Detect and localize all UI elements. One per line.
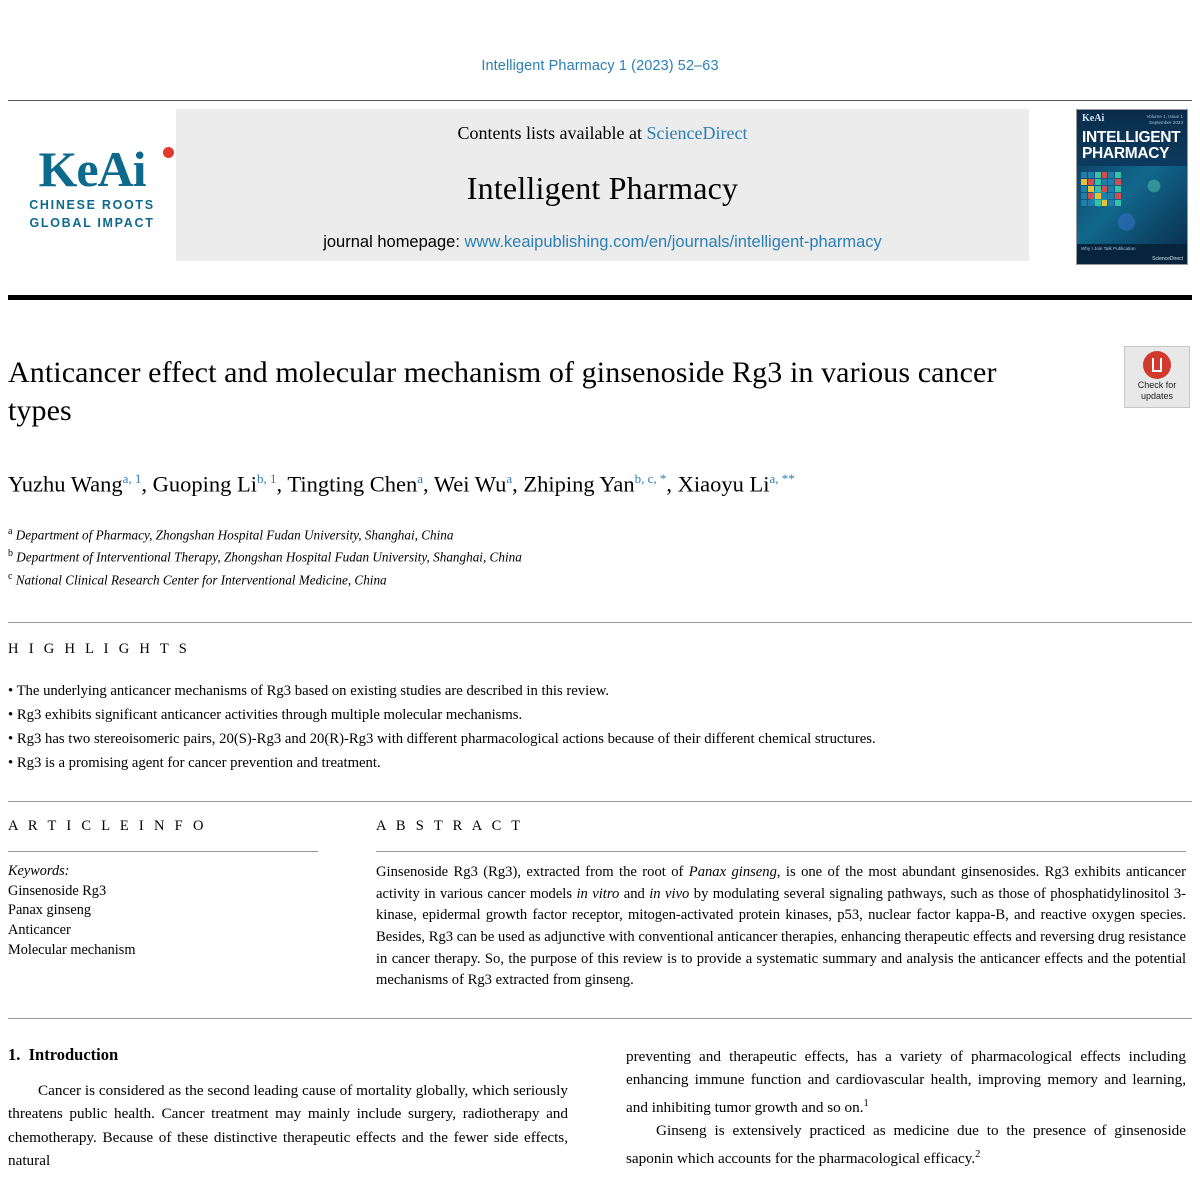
cover-brand: KeAi <box>1082 113 1105 124</box>
crossmark-label-2: updates <box>1140 391 1174 401</box>
journal-title: Intelligent Pharmacy <box>466 170 739 206</box>
homepage-label: journal homepage: <box>323 233 465 251</box>
keyword-item: Ginsenoside Rg3 <box>8 882 107 899</box>
author-marks: b, c, * <box>634 471 667 486</box>
body-top-rule <box>8 1018 1192 1019</box>
publisher-logo <box>12 143 172 231</box>
journal-homepage-line <box>176 233 1029 252</box>
affiliation-item <box>8 567 1192 590</box>
author-name[interactable]: Guoping Li <box>152 471 258 497</box>
keyword-item: Molecular mechanism <box>8 941 136 958</box>
section-number: 1. <box>8 1044 21 1064</box>
section-title: Introduction <box>28 1044 119 1064</box>
cover-title <box>1082 130 1180 162</box>
publisher-logo-wordmark: KeAi <box>38 141 146 197</box>
contents-prefix: Contents lists available at <box>457 123 647 143</box>
cover-artwork-grid <box>1081 172 1121 206</box>
cover-title-line-2: PHARMACY <box>1082 145 1170 162</box>
keywords-heading: Keywords: <box>8 863 70 880</box>
running-head: Intelligent Pharmacy 1 (2023) 52–63 <box>481 58 719 74</box>
body-paragraph: preventing and therapeutic effects, has a variety of pharmacological effects including enhancing immune function and cardiovascular health, improving memory and learning, and inhibiting tumor growth and so on.$^1$ <box>626 1047 1186 1116</box>
cover-issue-date: September 2023 <box>1149 120 1183 125</box>
affiliation-mark: c <box>8 571 13 583</box>
author-marks: b, 1 <box>257 471 277 486</box>
cover-issue-meta <box>1146 114 1183 126</box>
highlight-item: • Rg3 is a promising agent for cancer prevention and treatment. <box>8 755 381 772</box>
journal-cover-thumbnail <box>1076 109 1188 265</box>
abstract-column <box>376 818 1186 992</box>
highlights-list <box>8 680 1192 775</box>
abstract-heading: A B S T R A C T <box>376 818 524 835</box>
affiliation-item <box>8 522 1192 545</box>
masthead-bottom-rule <box>8 295 1192 300</box>
publisher-logo-tagline-2: GLOBAL IMPACT <box>29 216 155 230</box>
affiliation-text: Department of Interventional Therapy, Zhongshan Hospital Fudan University, Shanghai, China <box>16 549 522 565</box>
author-marks: a <box>417 471 423 486</box>
body-column-left <box>8 1045 568 1173</box>
author-marks: a, 1 <box>122 471 142 486</box>
highlight-text: The underlying anticancer mechanisms of Rg3 based on existing studies are described in this review. <box>16 683 610 700</box>
highlight-item: • Rg3 has two stereoisomeric pairs, 20(S)-Rg3 and 20(R)-Rg3 with different pharmacological actions because of their different chemical structures. <box>8 731 876 748</box>
abstract-text: Ginsenoside Rg3 (Rg3), extracted from the root of Panax ginseng, is one of the most abundant ginsenosides. Rg3 exhibits anticancer activity in various cancer models in vitro and in vivo by modulating several signaling pathways, such as those of phosphatidylinositol 3-kinase, epidermal growth factor receptor, mitogen-activated protein kinases, p53, nuclear factor kappa-B, and reactive oxygen species. Besides, Rg3 can be used as adjunctive with conventional anticancer therapies, enhancing therapeutic effects and reversing drug resistance in cancer therapy. So, the purpose of this review is to provide a systematic summary and analysis the anticancer effects and the potential mechanisms of Rg3 extracted from ginseng. <box>376 864 1187 989</box>
affiliation-list <box>8 522 1192 591</box>
author-name[interactable]: Yuzhu Wang <box>8 471 123 497</box>
cover-artwork <box>1077 166 1187 246</box>
affiliation-text: Department of Pharmacy, Zhongshan Hospital Fudan University, Shanghai, China <box>15 526 454 542</box>
abstract-top-rule <box>8 801 1192 802</box>
publisher-logo-dot <box>163 147 174 158</box>
author-name[interactable]: Xiaoyu Li <box>677 471 770 497</box>
article-info-column <box>8 818 318 992</box>
author-name[interactable]: Wei Wu <box>433 471 507 497</box>
article-info-heading: A R T I C L E I N F O <box>8 818 207 835</box>
author-name[interactable]: Zhiping Yan <box>523 471 635 497</box>
highlight-item: • The underlying anticancer mechanisms of Rg3 based on existing studies are described in this review. <box>8 683 610 700</box>
author-marks: a <box>506 471 513 486</box>
contents-line <box>176 109 1029 144</box>
author-name[interactable]: Tingting Chen <box>287 471 418 497</box>
highlight-text: Rg3 has two stereoisomeric pairs, 20(S)-Rg3 and 20(R)-Rg3 with different pharmacological actions because of their different chemical structures. <box>16 731 876 748</box>
highlight-text: Rg3 is a promising agent for cancer prevention and treatment. <box>16 755 381 772</box>
article-info-divider <box>8 851 318 852</box>
cover-footer-right: ScienceDirect <box>1152 256 1183 262</box>
crossmark-badge[interactable] <box>1124 346 1190 408</box>
body-paragraph: Cancer is considered as the second leading cause of mortality globally, which seriously threatens public health. Cancer treatment may mainly include surgery, radiotherapy and chemotherapy. Because of these distinctive therapeutic effects and the fewer side effects, natural <box>8 1081 568 1170</box>
body-columns <box>8 1045 1192 1173</box>
info-abstract-row <box>8 818 1192 992</box>
publisher-logo-tagline-1: CHINESE ROOTS <box>29 198 155 212</box>
cover-issue-volume: Volume 1, Issue 1 <box>1146 114 1183 119</box>
cover-footer <box>1077 244 1187 264</box>
page-title: Anticancer effect and molecular mechanism of ginsenoside Rg3 in various cancer types <box>8 356 997 427</box>
highlight-text: Rg3 exhibits significant anticancer activities through multiple molecular mechanisms. <box>16 707 523 724</box>
section-heading <box>8 1045 568 1065</box>
journal-info-box <box>176 109 1029 261</box>
affiliation-mark: b <box>8 548 13 560</box>
body-paragraph: Ginseng is extensively practiced as medicine due to the presence of ginsenoside saponin which accounts for the pharmacological efficacy.$^2$ <box>626 1122 1186 1167</box>
crossmark-icon <box>1143 351 1171 379</box>
affiliation-text: National Clinical Research Center for Interventional Medicine, China <box>15 572 387 588</box>
journal-homepage-link[interactable]: www.keaipublishing.com/en/journals/intelligent-pharmacy <box>464 233 882 251</box>
crossmark-label-1: Check for <box>1137 380 1177 390</box>
keyword-item: Panax ginseng <box>8 902 91 919</box>
cover-title-line-1: INTELLIGENT <box>1082 129 1181 146</box>
cover-footer-left: Why I Join Talk Publication <box>1081 246 1136 251</box>
sciencedirect-link[interactable]: ScienceDirect <box>646 123 748 143</box>
highlight-item: • Rg3 exhibits significant anticancer activities through multiple molecular mechanisms. <box>8 707 523 724</box>
keyword-item: Anticancer <box>8 921 71 938</box>
affiliation-mark: a <box>8 525 13 537</box>
abstract-divider <box>376 851 1186 852</box>
body-column-right <box>626 1045 1186 1173</box>
affiliation-item <box>8 544 1192 567</box>
author-marks: a, ** <box>769 471 795 486</box>
journal-masthead <box>8 100 1192 279</box>
title-block <box>8 354 1192 430</box>
highlights-heading: H I G H L I G H T S <box>8 641 191 658</box>
highlights-top-rule <box>8 622 1192 623</box>
author-list: Yuzhu Wang$^{a, 1}$, Guoping Li$^{b, 1}$, Tingting Chen$^a$, Wei Wu$^a$, Zhiping Yan$^{b, c, *}$, Xiaoyu $Li^{a, **}$ <box>8 471 795 497</box>
